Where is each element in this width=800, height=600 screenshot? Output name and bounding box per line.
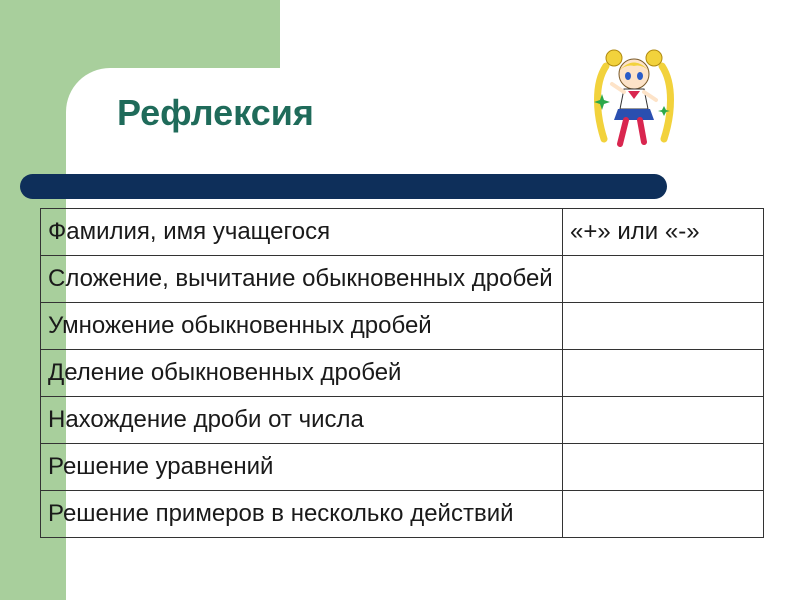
reflection-table	[40, 208, 764, 538]
row-mark-cell[interactable]	[563, 444, 764, 491]
table-row	[41, 491, 764, 538]
row-topic-label: Решение примеров в несколько действий	[41, 491, 563, 538]
row-topic-label: Решение уравнений	[41, 444, 563, 491]
row-topic-label: Сложение, вычитание обыкновенных дробей	[41, 256, 563, 303]
table-row	[41, 397, 764, 444]
anime-girl-mascot-icon	[594, 44, 674, 154]
row-topic-label: Нахождение дроби от числа	[41, 397, 563, 444]
row-mark-cell[interactable]	[563, 491, 764, 538]
table-row	[41, 303, 764, 350]
row-mark-cell[interactable]	[563, 303, 764, 350]
slide-title: Рефлексия	[117, 92, 314, 133]
row-mark-cell[interactable]	[563, 350, 764, 397]
table-row	[41, 256, 764, 303]
row-mark-cell[interactable]	[563, 397, 764, 444]
header-student-name: Фамилия, имя учащегося	[41, 209, 563, 256]
table-row	[41, 350, 764, 397]
divider-bar	[20, 174, 667, 199]
header-mark-column: «+» или «-»	[563, 209, 764, 256]
row-topic-label: Деление обыкновенных дробей	[41, 350, 563, 397]
row-mark-cell[interactable]	[563, 256, 764, 303]
table-header-row	[41, 209, 764, 256]
table-row	[41, 444, 764, 491]
row-topic-label: Умножение обыкновенных дробей	[41, 303, 563, 350]
